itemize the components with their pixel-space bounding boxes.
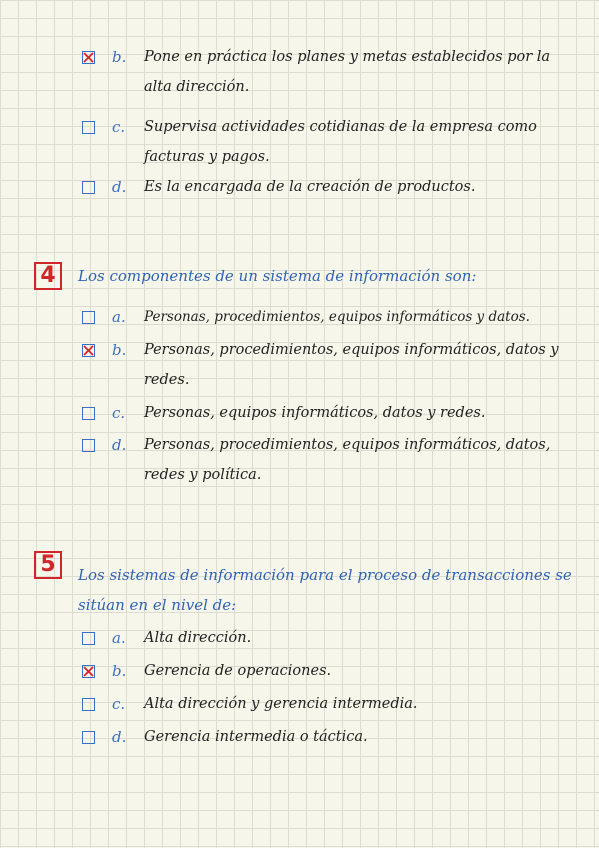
option-text: Pone en práctica los planes y metas establecidos por la alta dirección. <box>144 49 551 95</box>
checkbox-icon <box>82 311 95 324</box>
option-text: Alta dirección y gerencia intermedia. <box>144 696 418 712</box>
checkbox-icon <box>82 698 95 711</box>
option-text: Alta dirección. <box>144 630 252 646</box>
option-letter: a. <box>112 308 126 326</box>
checkbox-icon <box>82 731 95 744</box>
option-text: Personas, procedimientos, equipos informáticos, datos, redes y política. <box>144 437 551 483</box>
option-letter: b. <box>112 341 127 359</box>
option-text: Es la encargada de la creación de productos. <box>144 179 476 195</box>
option-text: Personas, procedimientos, equipos informáticos y datos. <box>144 309 530 325</box>
option-letter: d. <box>112 436 127 454</box>
option-text: Supervisa actividades cotidianas de la empresa como facturas y pagos. <box>144 119 537 165</box>
checkbox-checked-icon <box>82 665 95 678</box>
question-text: Los sistemas de información para el proceso de transacciones se sitúan en el nivel de: <box>78 566 572 614</box>
option-text: Personas, equipos informáticos, datos y redes. <box>144 405 486 421</box>
checkbox-icon <box>82 181 95 194</box>
option-letter: b. <box>112 48 127 66</box>
checkbox-icon <box>82 439 95 452</box>
option-letter: b. <box>112 662 127 680</box>
question-number-badge: 4 <box>34 262 62 290</box>
option-text: Gerencia de operaciones. <box>144 663 332 679</box>
checkbox-icon <box>82 121 95 134</box>
question-text: Los componentes de un sistema de información son: <box>78 267 477 285</box>
checkbox-checked-icon <box>82 51 95 64</box>
checkbox-icon <box>82 407 95 420</box>
option-letter: a. <box>112 629 126 647</box>
checkbox-checked-icon <box>82 344 95 357</box>
option-letter: c. <box>112 695 126 713</box>
option-letter: c. <box>112 404 126 422</box>
option-letter: d. <box>112 178 127 196</box>
option-letter: d. <box>112 728 127 746</box>
option-letter: c. <box>112 118 126 136</box>
option-text: Personas, procedimientos, equipos informáticos, datos y redes. <box>144 342 559 388</box>
question-number-badge: 5 <box>34 551 62 579</box>
checkbox-icon <box>82 632 95 645</box>
option-text: Gerencia intermedia o táctica. <box>144 729 368 745</box>
